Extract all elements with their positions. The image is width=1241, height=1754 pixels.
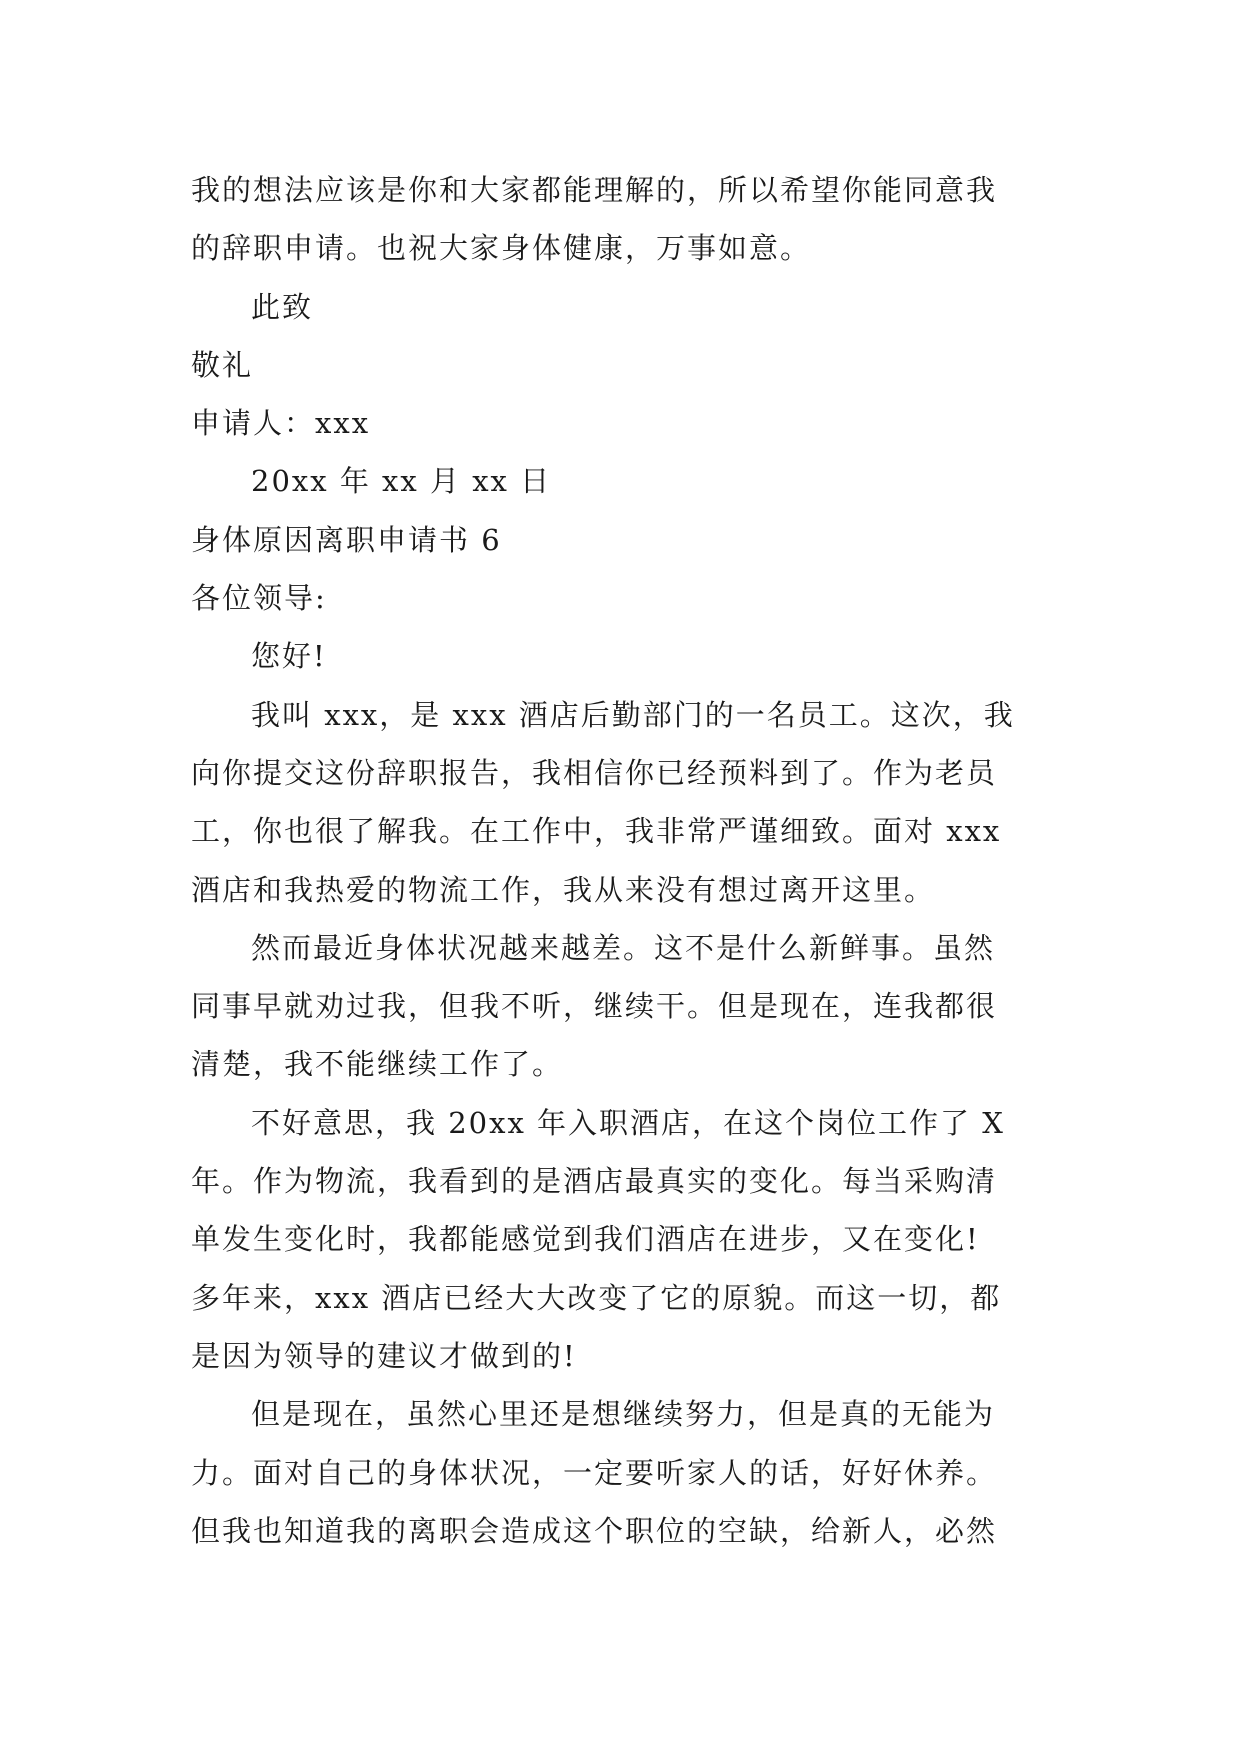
text-line: 各位领导:: [191, 581, 327, 616]
text-line: 清楚，我不能继续工作了。: [191, 1047, 564, 1082]
text-line: 单发生变化时，我都能感觉到我们酒店在进步，又在变化!: [191, 1222, 980, 1257]
text-line: 敬礼: [191, 347, 254, 382]
text-line: 不好意思，我 20xx 年入职酒店，在这个岗位工作了 X: [251, 1105, 1005, 1140]
text-line: 身体原因离职申请书 6: [191, 522, 502, 557]
text-line: 向你提交这份辞职报告，我相信你已经预料到了。作为老员: [191, 755, 998, 790]
text-line: 力。面对自己的身体状况，一定要听家人的话，好好休养。: [191, 1455, 998, 1490]
text-line: 20xx 年 xx 月 xx 日: [251, 464, 552, 499]
text-line: 申请人：xxx: [191, 406, 371, 441]
text-line: 是因为领导的建议才做到的!: [191, 1338, 577, 1373]
text-line: 的辞职申请。也祝大家身体健康，万事如意。: [191, 231, 812, 266]
text-line: 年。作为物流，我看到的是酒店最真实的变化。每当采购清: [191, 1164, 998, 1199]
text-line: 工，你也很了解我。在工作中，我非常严谨细致。面对 xxx: [191, 814, 1002, 849]
text-line: 您好!: [251, 639, 327, 674]
text-line: 此致: [251, 289, 314, 324]
text-line: 然而最近身体状况越来越差。这不是什么新鲜事。虽然: [251, 930, 996, 965]
text-line: 酒店和我热爱的物流工作，我从来没有想过离开这里。: [191, 872, 936, 907]
text-line: 我的想法应该是你和大家都能理解的，所以希望你能同意我: [191, 173, 998, 207]
document-body: [191, 161, 1051, 1560]
text-line: 但我也知道我的离职会造成这个职位的空缺，给新人，必然: [191, 1513, 998, 1548]
text-line: 多年来，xxx 酒店已经大大改变了它的原貌。而这一切，都: [191, 1280, 1002, 1315]
text-line: 但是现在，虽然心里还是想继续努力，但是真的无能为: [251, 1397, 996, 1432]
text-line: 我叫 xxx，是 xxx 酒店后勤部门的一名员工。这次，我: [251, 697, 1015, 732]
text-line: 同事早就劝过我，但我不听，继续干。但是现在，连我都很: [191, 989, 998, 1024]
